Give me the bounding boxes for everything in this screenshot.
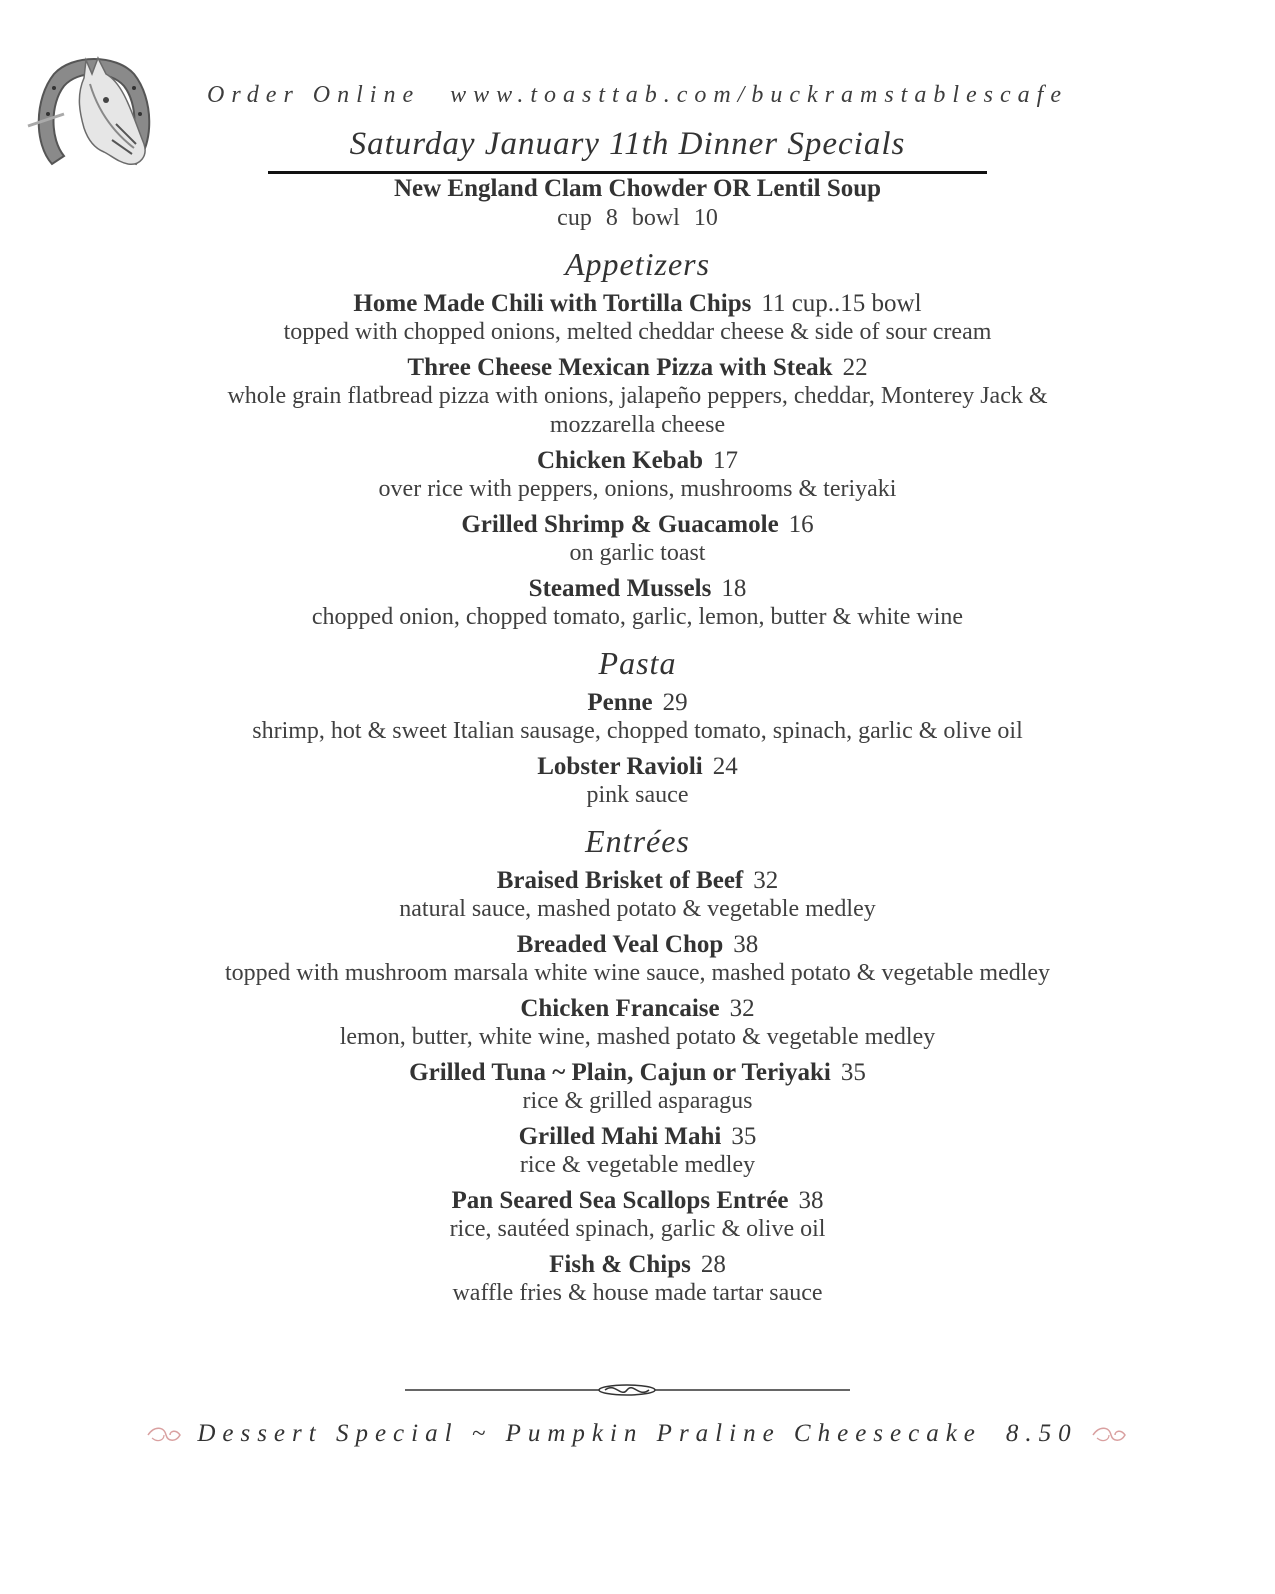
swirl-ornament-icon	[146, 1426, 184, 1444]
item-description: chopped onion, chopped tomato, garlic, lemon, butter & white wine	[311, 604, 964, 630]
section-title-pasta: Pasta	[598, 645, 677, 681]
soup-block	[0, 174, 1275, 233]
dessert-special	[0, 1420, 1275, 1448]
menu-item	[0, 574, 1275, 632]
item-price: 18	[721, 575, 747, 602]
dessert-label: Dessert Special ~ Pumpkin Praline Cheesecake	[197, 1420, 982, 1447]
item-name: Pan Seared Sea Scallops Entrée	[451, 1187, 789, 1214]
item-name: Steamed Mussels	[528, 575, 712, 602]
item-price: 24	[712, 753, 738, 780]
order-online-url[interactable]: www.toasttab.com/buckramstablescafe	[450, 82, 1068, 108]
soup-price: cup 8 bowl 10	[557, 205, 718, 231]
menu-item	[0, 1186, 1275, 1244]
menu-item	[0, 353, 1275, 440]
menu-item	[0, 866, 1275, 924]
item-price: 38	[733, 931, 759, 958]
item-description: pink sauce	[586, 782, 689, 808]
item-description: shrimp, hot & sweet Italian sausage, chopped tomato, spinach, garlic & olive oil	[252, 718, 1023, 744]
item-price: 22	[842, 354, 868, 381]
menu-item	[0, 1122, 1275, 1180]
item-description: rice & grilled asparagus	[522, 1088, 753, 1114]
page-title: Saturday January 11th Dinner Specials	[349, 126, 906, 162]
item-price: 35	[840, 1059, 866, 1086]
item-price: 11 cup..15 bowl	[761, 290, 922, 317]
item-description: waffle fries & house made tartar sauce	[452, 1280, 823, 1306]
item-price: 38	[798, 1187, 824, 1214]
item-price: 32	[753, 867, 779, 894]
menu-item	[0, 688, 1275, 746]
item-name: Breaded Veal Chop	[516, 931, 724, 958]
order-online-label: Order Online	[207, 82, 421, 108]
item-price: 35	[731, 1123, 757, 1150]
item-price: 16	[788, 511, 814, 538]
item-name: Chicken Kebab	[536, 447, 703, 474]
section-title-appetizers: Appetizers	[564, 246, 711, 282]
menu-item	[0, 994, 1275, 1052]
item-name: Chicken Francaise	[520, 995, 720, 1022]
item-description: topped with chopped onions, melted cheddar cheese & side of sour cream	[283, 319, 992, 345]
item-name: Grilled Tuna ~ Plain, Cajun or Teriyaki	[409, 1059, 831, 1086]
menu-item	[0, 930, 1275, 988]
menu-item	[0, 446, 1275, 504]
item-name: Grilled Mahi Mahi	[518, 1123, 722, 1150]
menu-item	[0, 752, 1275, 810]
item-description: whole grain flatbread pizza with onions, jalapeño peppers, cheddar, Monterey Jack & mozzarella cheese	[227, 383, 1048, 438]
menu-item	[0, 289, 1275, 347]
item-description: lemon, butter, white wine, mashed potato & vegetable medley	[339, 1024, 936, 1050]
item-description: natural sauce, mashed potato & vegetable medley	[399, 896, 876, 922]
item-name: Lobster Ravioli	[537, 753, 703, 780]
item-description: topped with mushroom marsala white wine sauce, mashed potato & vegetable medley	[224, 960, 1051, 986]
menu-item	[0, 1250, 1275, 1308]
swirl-ornament-icon	[1091, 1426, 1129, 1444]
item-name: Penne	[587, 689, 653, 716]
soup-name: New England Clam Chowder OR Lentil Soup	[393, 175, 882, 202]
item-description: rice & vegetable medley	[519, 1152, 756, 1178]
item-name: Fish & Chips	[549, 1251, 691, 1278]
horse-horseshoe-logo-icon	[24, 44, 164, 184]
item-price: 29	[662, 689, 688, 716]
ornament-divider-icon	[405, 1380, 850, 1400]
item-price: 17	[713, 447, 738, 474]
item-price: 28	[700, 1251, 726, 1278]
item-name: Three Cheese Mexican Pizza with Steak	[407, 354, 833, 381]
order-online-line	[0, 82, 1275, 109]
menu-item	[0, 1058, 1275, 1116]
item-name: Braised Brisket of Beef	[496, 867, 744, 894]
item-description: over rice with peppers, onions, mushrooms & teriyaki	[378, 476, 897, 502]
item-description: rice, sautéed spinach, garlic & olive oil	[449, 1216, 826, 1242]
item-name: Grilled Shrimp & Guacamole	[461, 511, 779, 538]
item-name: Home Made Chili with Tortilla Chips	[353, 290, 752, 317]
dessert-price: 8.50	[1005, 1420, 1078, 1447]
menu-item	[0, 510, 1275, 568]
item-description: on garlic toast	[569, 540, 706, 566]
item-price: 32	[729, 995, 755, 1022]
section-title-entrees: Entrées	[585, 823, 690, 859]
menu-content	[0, 174, 1275, 1308]
